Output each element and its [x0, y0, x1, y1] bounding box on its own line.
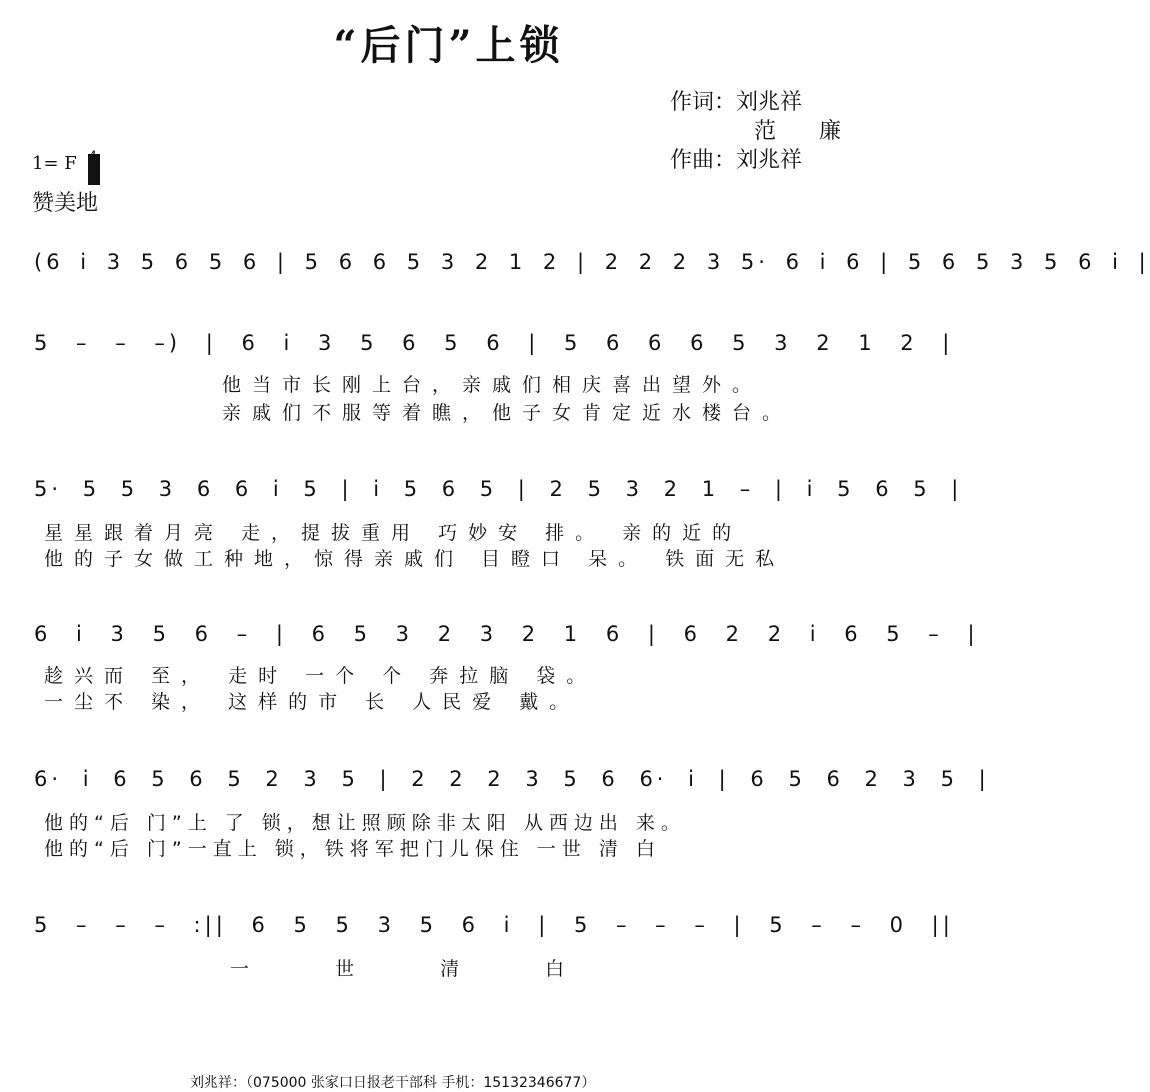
- notation-line: 6· i 6 5 6 5 2 3 5 | 2 2 2 3 5 6 6· i | 6 5 6 2 3 5 |: [34, 767, 990, 791]
- notation-line: 5· 5 5 3 6 6 i 5 | i 5 6 5 | 2 5 3 2 1 – | i 5 6 5 |: [34, 477, 963, 501]
- key-signature: [32, 150, 97, 178]
- song-title: “后门”上锁: [333, 22, 564, 69]
- lyric-verse-2: 一尘不 染， 这样的市 长 人民爱 戴。: [44, 691, 580, 713]
- score-row-3: [34, 472, 963, 570]
- lyric-verse-1: 他的“后 门”上 了 锁，想让照顾除非太阳 从西边出 来。: [44, 812, 686, 834]
- lyric-verse-2: 他的“后 门”一直上 锁，铁将军把门儿保住 一世 清 白: [44, 838, 661, 860]
- composer: 作曲：刘兆祥: [670, 148, 803, 173]
- lyric-verse-1: 一 世 清 白: [230, 958, 605, 980]
- notation-line: (6 i 3 5 6 5 6 | 5 6 6 5 3 2 1 2 | 2 2 2 3 5· 6 i 6 | 5 6 5 3 5 6 i |: [34, 250, 1150, 274]
- co-lyricist: 范 廉: [754, 119, 859, 144]
- score-row-5: [34, 762, 990, 860]
- lyric-verse-1: 趁兴而 至， 走时 一个 个 奔拉脑 袋。: [44, 665, 597, 687]
- contact-footer: 刘兆祥：（075000 张家口日报老干部科 手机：15132346677）: [190, 1075, 596, 1091]
- time-signature: [88, 150, 97, 178]
- notation-line: 5 – – – :|| 6 5 5 3 5 6 i | 5 – – – | 5 – – 0 ||: [34, 913, 954, 937]
- score-row-1: [34, 245, 1150, 279]
- lyric-verse-2: 亲戚们不服等着瞧，他子女肯定近水楼台。: [222, 402, 793, 424]
- lyric-verse-2: 他的子女做工种地，惊得亲戚们 目瞪口 呆。 铁面无私: [44, 548, 786, 570]
- notation-line: 5 – – –) | 6 i 3 5 6 5 6 | 5 6 6 6 5 3 2 1 2 |: [34, 331, 954, 355]
- score-row-6: [34, 908, 954, 980]
- credits: [670, 88, 859, 175]
- lyricist: 作词：刘兆祥: [670, 90, 803, 115]
- key-label: 1= F: [32, 153, 77, 174]
- tempo-marking: 赞美地: [32, 191, 99, 216]
- lyric-verse-1: 他当市长刚上台，亲戚们相庆喜出望外。: [222, 374, 763, 396]
- score-row-4: [34, 617, 979, 713]
- lyric-verse-1: 星星跟着月亮 走，提拔重用 巧妙安 排。 亲的近的: [44, 522, 743, 544]
- score-row-2: [34, 326, 954, 424]
- notation-line: 6 i 3 5 6 – | 6 5 3 2 3 2 1 6 | 6 2 2 i 6 5 – |: [34, 622, 979, 646]
